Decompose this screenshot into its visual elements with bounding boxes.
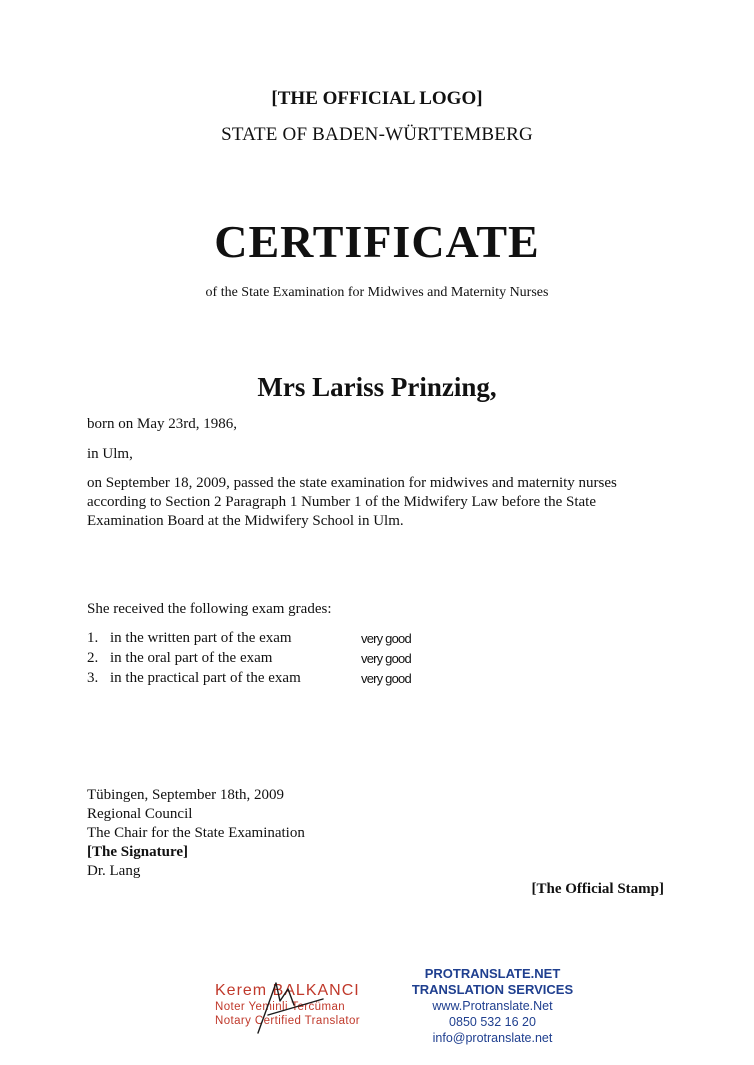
grade-item	[87, 670, 487, 690]
agency-website[interactable]: www.Protranslate.Net	[432, 999, 553, 1013]
birth-date-line: born on May 23rd, 1986,	[87, 416, 237, 432]
signature-placeholder: [The Signature]	[87, 844, 188, 860]
grade-number: 1.	[87, 630, 99, 646]
grade-label: in the oral part of the exam	[110, 650, 273, 666]
examination-paragraph: on September 18, 2009, passed the state examination for midwives and maternity nurses according to Section 2 Paragraph 1 Number 1 of the Midwifery Law before the State Examination Board at the Midwifery School in Ulm.	[87, 475, 617, 529]
chair-title: The Chair for the State Examination	[87, 825, 305, 841]
official-stamp-placeholder: [The Official Stamp]	[531, 881, 664, 897]
grade-value: very good	[361, 671, 411, 686]
translator-name: Kerem BALKANCI	[215, 982, 360, 999]
closing-block	[87, 786, 305, 881]
agency-phone: 0850 532 16 20	[449, 1015, 536, 1029]
grade-number: 2.	[87, 650, 99, 666]
grade-value: very good	[361, 651, 411, 666]
grade-item	[87, 630, 487, 650]
grade-number: 3.	[87, 670, 99, 686]
grade-label: in the practical part of the exam	[110, 670, 301, 686]
translator-signature-icon	[228, 975, 348, 1035]
state-heading: STATE OF BADEN-WÜRTTEMBERG	[221, 124, 533, 145]
agency-email[interactable]: info@protranslate.net	[432, 1031, 553, 1045]
agency-contact	[395, 966, 590, 1046]
agency-subtitle: TRANSLATION SERVICES	[411, 982, 574, 997]
signer-name: Dr. Lang	[87, 863, 141, 879]
grade-label: in the written part of the exam	[110, 630, 292, 646]
birth-place-line: in Ulm,	[87, 446, 133, 462]
certificate-title: CERTIFICATE	[214, 216, 540, 267]
translator-title-tr: Noter Yeminli Tercüman	[215, 1001, 346, 1013]
issuing-council: Regional Council	[87, 806, 193, 822]
agency-name: PROTRANSLATE.NET	[424, 966, 561, 981]
place-date: Tübingen, September 18th, 2009	[87, 787, 285, 803]
translator-title-en: Notary Certified Translator	[215, 1015, 361, 1027]
official-logo-placeholder: [THE OFFICIAL LOGO]	[271, 88, 483, 109]
grade-value: very good	[361, 631, 411, 646]
grade-item	[87, 650, 487, 670]
certificate-subtitle: of the State Examination for Midwives and Maternity Nurses	[205, 285, 549, 300]
recipient-name: Mrs Lariss Prinzing,	[257, 372, 497, 402]
grades-intro: She received the following exam grades:	[87, 601, 332, 617]
